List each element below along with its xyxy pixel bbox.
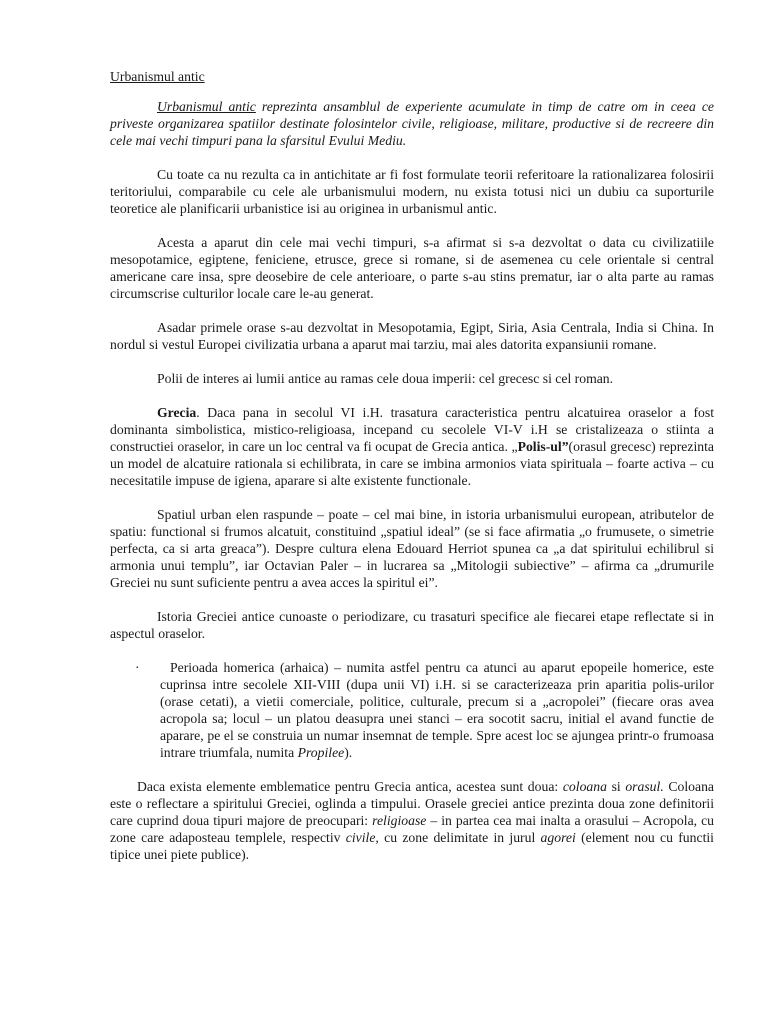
bullet-text: Perioada homerica (arhaica) – numita astfel pentru ca atunci au aparut epopeile homerice, este cuprinsa intre secolele XII-VIII (dupa unii VI) i.H. si se caracterizeaza prin aparitia polis-urilor (orase cetati), a vietii comerciale, politice, culturale, precum si a „acropolei” (fiecare oras avea acropola sa; locul – un platou deasupra unei stanci – era socotit sacru, initial el avand functie de aparare, pe el se construia un numar insemnat de temple. Spre acest loc se ajungea printr-o frumoasa intrare triumfala, numita Propilee). xyxy=(160,660,714,760)
paragraph-intro: Urbanismul antic reprezinta ansamblul de experiente acumulate in timp de catre om in ceea ce priveste organizarea spatiilor destinate folosintelor civile, religioase, militare, productive si de recreere din cele mai vechi timpuri pana la sfarsitul Evului Mediu. xyxy=(110,99,714,148)
paragraph-spatiul-urban: Spatiul urban elen raspunde – poate – cel mai bine, in istoria urbanismului european, atributelor de spatiu: functional si frumos alcatuit, constituind „spatiul ideal” (se si face afirmatia „o frumusete, o simetrie perfecta, ca si arta greaca”). Despre cultura elena Edouard Herriot spunea ca „a dat spiritului echilibrul si armonia unui templu”, iar Octavian Paler – in lucrarea sa „Mitologii subiective” – afirma ca „drumurile Greciei nu sunt suficiente pentru a avea acces la spiritul ei”. xyxy=(110,507,714,590)
term-urbanismul-antic: Urbanismul antic xyxy=(157,99,256,114)
document-title: Urbanismul antic xyxy=(110,69,205,84)
paragraph-istoria: Istoria Greciei antice cunoaste o periodizare, cu trasaturi specifice ale fiecarei etape reflectate si in aspectul oraselor. xyxy=(110,609,714,641)
term-grecia: Grecia xyxy=(157,405,197,420)
paragraph-3: Acesta a aparut din cele mai vechi timpuri, s-a afirmat si s-a dezvoltat o data cu civilizatiile mesopotamice, egiptene, feniciene, etrusce, grece si romane, si de asemenea cu cele orientale si central americane care insa, spre deosebire de cele anterioare, o parte s-au stins prematur, iar o alta parte au ramas circumscrise culturilor locale care le-au generat. xyxy=(110,235,714,301)
paragraph-2: Cu toate ca nu rezulta ca in antichitate ar fi fost formulate teorii referitoare la rationalizarea folosirii teritoriului, comparabile cu cele ale urbanismului modern, nu exista totusi nici un dubiu ca suporturile teoretice ale planificarii urbanistice isi au originea in urbanismul antic. xyxy=(110,167,714,216)
bullet-icon: · xyxy=(135,660,140,675)
paragraph-grecia: Grecia. Daca pana in secolul VI i.H. trasatura caracteristica pentru alcatuirea oraselor a fost dominanta simbolistica, mistico-religioasa, incepand cu secolele VI-V i.H se cristalizeaza o stiinta a constructiei oraselor, in care un loc central va fi ocupat de Grecia antica. „Polis-ul”(orasul grecesc) reprezinta un model de alcatuire rationala si echilibrata, in care se imbina armonios viata spirituala – foarte activa – cu necesitatile impuse de igiena, aparare si alte existente functionale. xyxy=(110,405,714,488)
document-body xyxy=(110,68,714,880)
paragraph-4: Asadar primele orase s-au dezvoltat in Mesopotamia, Egipt, Siria, Asia Centrala, India si China. In nordul si vestul Europei civilizatia urbana a aparut mai tarziu, mai ales datorita expansiunii romane. xyxy=(110,320,714,352)
paragraph-5: Polii de interes ai lumii antice au ramas cele doua imperii: cel grecesc si cel roman. xyxy=(157,371,614,386)
paragraph-elemente-emblematice: Daca exista elemente emblematice pentru Grecia antica, acestea sunt doua: coloana si orasul. Coloana este o reflectare a spiritului Greciei, oglinda a timpului. Orasele greciei antice prezinta doua zone definitorii care cuprind doua tipuri majore de preocupari: religioase – in partea cea mai inalta a orasului – Acropola, cu zone care adaposteau templele, respectiv civile, cu zone delimitate in jurul agorei (element nou cu functii tipice unei piete publice). xyxy=(110,779,714,862)
term-polis: Polis-ul” xyxy=(517,439,569,454)
term-propilee: Propilee xyxy=(297,745,345,760)
list-item-perioada-homerica xyxy=(110,659,714,761)
